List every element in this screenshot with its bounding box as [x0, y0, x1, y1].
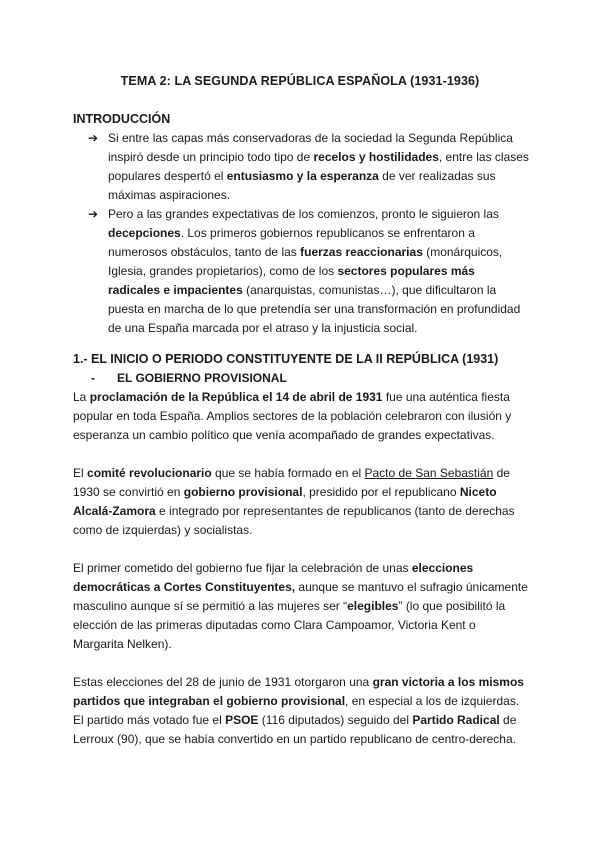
- arrow-right-icon: ➔: [88, 131, 99, 145]
- intro-bullet-1: ➔ Si entre las capas más conservadoras de la sociedad la Segunda República inspiró desde un principio todo tipo de recelos y hostilidades, entre las clases populares despertó el entusiasmo y la esperanza de ver realizadas sus máximas aspiraciones.: [88, 131, 529, 202]
- paragraph-4: Estas elecciones del 28 de junio de 1931 otorgaron una gran victoria a los mismos partidos que integraban el gobierno provisional, en especial a los de izquierdas. El partido más votado fue el PSOE (116 diputados) seguido del Partido Radical de Lerroux (90), que se había convertido en un partido republicano de centro-derecha.: [73, 675, 524, 746]
- paragraph-3: El primer cometido del gobierno fue fijar la celebración de unas elecciones democráticas a Cortes Constituyentes, aunque se mantuvo el sufragio únicamente masculino aunque sí se permitió a las mujeres ser “elegibles” (lo que posibilitó la elección de las primeras diputadas como Clara Campoamor, Victoria Kent o Margarita Nelken).: [73, 561, 528, 651]
- document-body: [73, 110, 529, 749]
- arrow-right-icon: ➔: [88, 207, 99, 221]
- paragraph-1: La proclamación de la República el 14 de abril de 1931 fue una auténtica fiesta popular en toda España. Amplios sectores de la población celebraron con ilusión y esperanza un cambio político que venía acompañado de grandes expectativas.: [73, 390, 512, 442]
- intro-bullet-2: ➔ Pero a las grandes expectativas de los comienzos, pronto le siguieron las decepciones. Los primeros gobiernos republicanos se enfrentaron a numerosos obstáculos, tanto de las fuerzas reaccionarias (monárquicos, Iglesia, grandes propietarios), como de los sectores populares más radicales e impacientes (anarquistas, comunistas…), que dificultaron la puesta en marcha de lo que pretendía ser una transformación en profundidad de una España marcada por el atraso y la injusticia social.: [88, 207, 521, 335]
- paragraph-2: El comité revolucionario que se había formado en el Pacto de San Sebastián de 1930 se convirtió en gobierno provisional, presidido por el republicano Niceto Alcalá-Zamora e integrado por representantes de republicanos (tanto de derechas como de izquierdas) y socialistas.: [73, 466, 515, 537]
- document-title: TEMA 2: LA SEGUNDA REPÚBLICA ESPAÑOLA (1931-1936): [120, 74, 480, 88]
- intro-heading: INTRODUCCIÓN: [73, 112, 171, 126]
- pacto-san-sebastian-text: Pacto de San Sebastián: [364, 466, 494, 480]
- intro-bullet-list: [73, 129, 529, 338]
- section1-subheading: - EL GOBIERNO PROVISIONAL: [91, 371, 287, 385]
- section1-heading: 1.- EL INICIO O PERIODO CONSTITUYENTE DE LA II REPÚBLICA (1931): [73, 352, 499, 366]
